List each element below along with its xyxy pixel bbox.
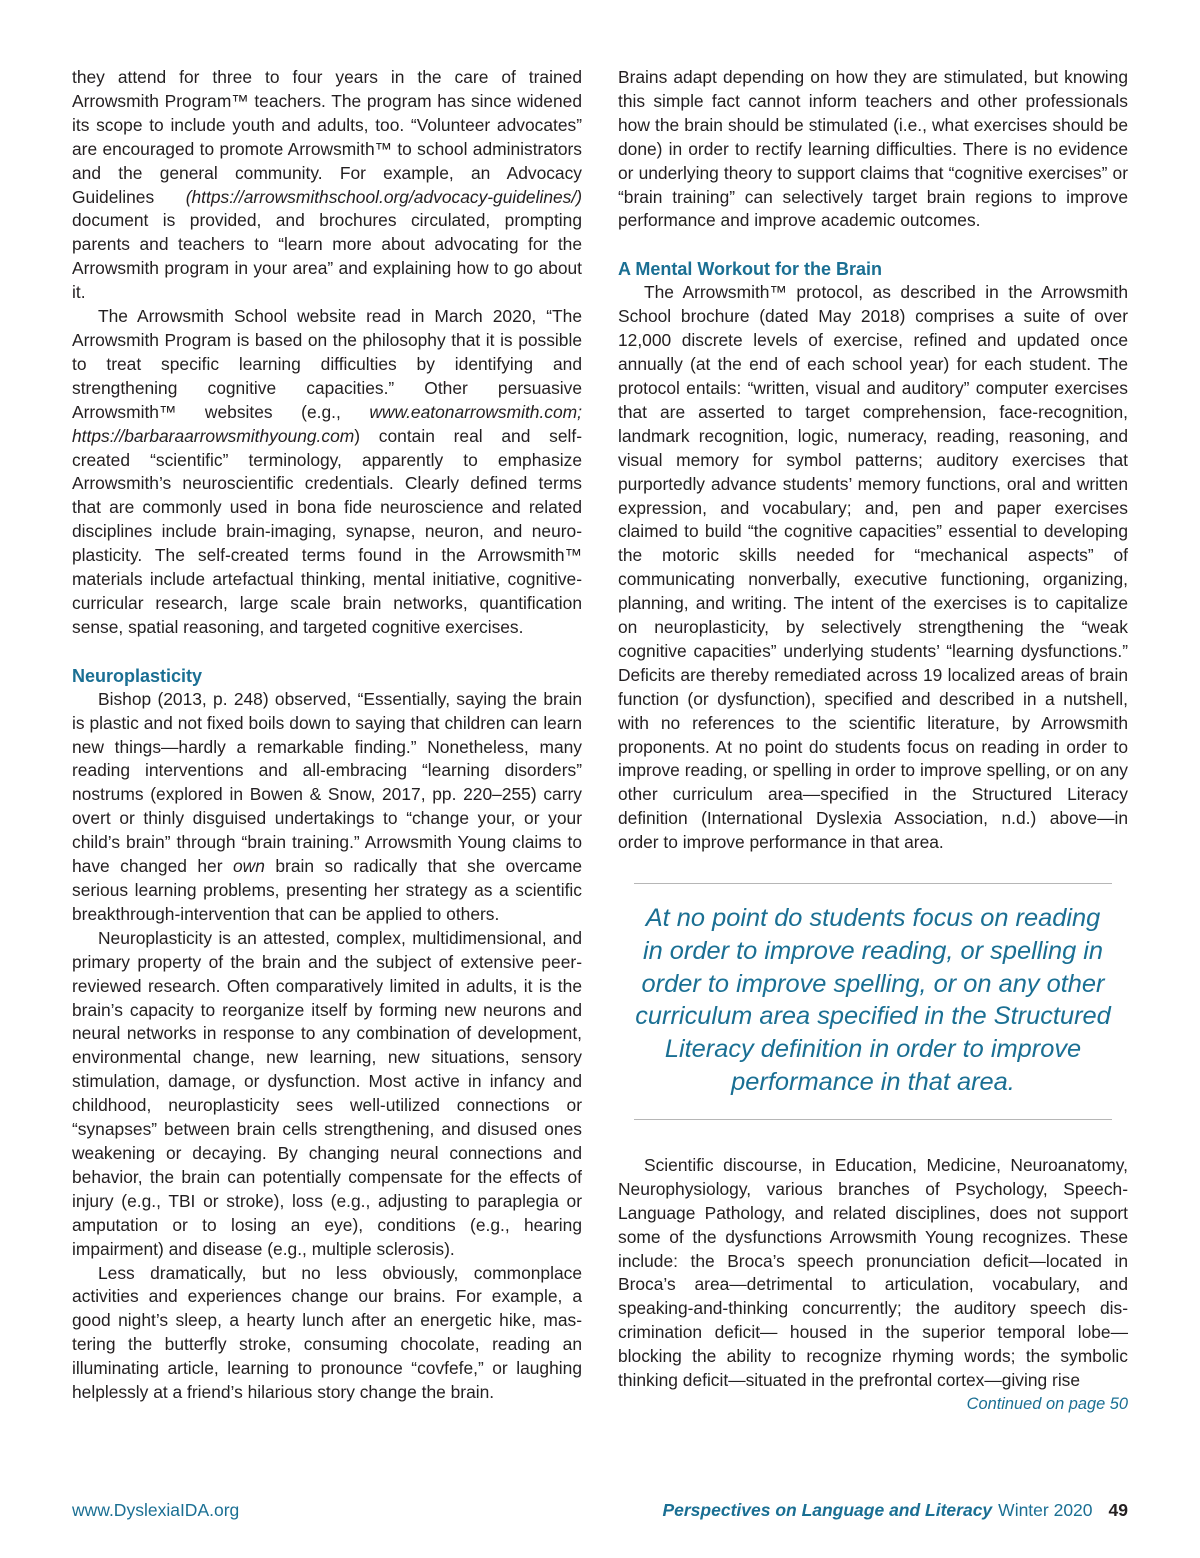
spacer xyxy=(618,1120,1128,1154)
page-number: 49 xyxy=(1108,1500,1128,1520)
page-footer xyxy=(72,1500,1128,1526)
paragraph: Scientific discourse, in Education, Medicine, Neuroanatomy, Neurophysiology, various branches of Psychology, Speech-Language Pathology, and related disciplines, does not support some of the dysfunctions Arrowsmith Young recognizes. These include: the Broca’s speech pronunciation deficit—located in Broca’s area—detrimental to articulation, vocabulary, and speaking-and-thinking concurrently; the auditory speech discrimination deficit— housed in the superior temporal lobe—blocking the ability to recognize rhyming words; the symbolic thinking deficit—situated in the prefrontal cortex—giving rise xyxy=(618,1154,1128,1391)
section-heading-mental-workout: A Mental Workout for the Brain xyxy=(618,259,883,280)
paragraph: they attend for three to four years in the care of trained Arrowsmith Program™ teachers. The program has since widened its scope to include youth and adults, too. “Volunteer advocates” are encouraged to promote Arrowsmith™ to school administrators and the general community. For example, an Advocacy Guidelines (https://arrowsmithschool.org/advocacy-guidelines/) document is provided, and brochures circulated, prompting parents and teachers to “learn more about advocating for the Arrowsmith program in your area” and explaining how to go about it. xyxy=(72,67,582,303)
pull-quote xyxy=(634,883,1112,1120)
issue-season: Winter 2020 xyxy=(998,1500,1093,1520)
continued-link[interactable]: Continued on page 50 xyxy=(966,1394,1128,1413)
spacer xyxy=(72,640,582,664)
website-links[interactable]: www.eatonarrowsmith.com; https://barbaraarrowsmithyoung.com xyxy=(72,401,582,446)
footer-publication xyxy=(662,1500,1128,1521)
right-column xyxy=(618,66,1128,1416)
paragraph: Bishop (2013, p. 248) observed, “Essentially, saying the brain is plastic and not fixed boils down to saying that children can learn new things—hardly a remarkable finding.” Nonetheless, many reading interventions and all-embracing “learning disorders” nostrums (explored in Bowen & Snow, 2017, pp. 220–255) carry overt or thinly disguised undertakings to “change your, or your child’s brain” through “brain training.” Arrowsmith Young claims to have changed her own brain so radically that she overcame serious learning problems, presenting her strategy as a scientific breakthrough-intervention that can be applied to others. xyxy=(72,688,582,924)
left-column xyxy=(72,66,582,1405)
paragraph: Neuroplasticity is an attested, complex, multidimensional, and primary property of the brain and the subject of extensive peer-reviewed research. Often comparatively limited in adults, it is the brain’s capacity to reorganize itself by forming new neurons and neural networks in response to any combination of development, environmental change, new learning, new situations, sensory stimulation, damage, or dysfunction. Most active in infancy and childhood, neuroplasticity sees well-utilized connections or “synapses” between brain cells strengthening, and disused ones weakening or decaying. By changing neural connections and behavior, the brain can potentially compensate for the effects of injury (e.g., TBI or stroke), loss (e.g., adjusting to paraplegia or amputation or to losing an eye), conditions (e.g., hearing impairment) and disease (e.g., multiple sclerosis). xyxy=(72,927,582,1259)
paragraph: Less dramatically, but no less obviously, commonplace activities and experiences change our brains. For example, a good night’s sleep, a hearty lunch after an energetic hike, mastering the butterfly stroke, consuming chocolate, reading an illuminating article, learning to pronounce “covfefe,” or laughing helplessly at a friend’s hilarious story change the brain. xyxy=(72,1262,582,1403)
journal-title: Perspectives on Language and Literacy xyxy=(662,1500,993,1520)
paragraph: The Arrowsmith™ protocol, as described in the Arrowsmith School brochure (dated May 2018) comprises a suite of over 12,000 discrete levels of exercise, refined and updated once annually (at the end of each school year) for each student. The protocol entails: “written, visual and auditory” computer exercises that are asserted to target comprehension, face-recognition, landmark recognition, logic, numeracy, reading, reasoning, and visual memory for symbol patterns; auditory exercises that purportedly advance students’ memory functions, oral and written expression, and vocabulary; and, pen and paper exercises claimed to build “the cognitive capacities” essential to developing the motoric skills needed for “mechanical aspects” of communicating nonverbally, executive functioning, organizing, planning, and writing. The intent of the exercises is to capitalize on neuroplasticity, by selectively strengthening the “weak cognitive capacities” underlying students’ “learning dysfunctions.” Deficits are thereby remediated across 19 localized areas of brain function (or dysfunction), specified and described in a nutshell, with no references to the scientific literature, by Arrowsmith proponents. At no point do students focus on reading in order to improve reading, or spelling in order to improve spelling, or on any other curriculum area—specified in the Structured Literacy definition (International Dyslexia Association, n.d.) above—in order to improve performance in that area. xyxy=(618,282,1128,853)
advocacy-link[interactable]: (https://arrowsmithschool.org/advocacy-guidelines/) xyxy=(185,186,582,207)
paragraph: The Arrowsmith School website read in March 2020, “The Arrowsmith Program is based on the philosophy that it is possible to treat specific learning difficulties by identifying and strengthening cognitive capacities.” Other persuasive Arrowsmith™ websites (e.g., www.eatonarrowsmith.com; https://barbaraarrowsmithyoung.com) contain real and self-created “scientific” terminology, apparently to emphasize Arrowsmith’s neuroscientific credentials. Clearly defined terms that are commonly used in bona fide neuroscience and related disciplines include brain-imaging, synapse, neuron, and neuroplasticity. The self-created terms found in the Arrowsmith™ materials include artefactual thinking, mental initiative, cognitive-curricular research, large scale brain networks, quantification sense, spatial reasoning, and targeted cognitive exercises. xyxy=(72,306,582,637)
section-heading-neuroplasticity: Neuroplasticity xyxy=(72,665,203,686)
spacer xyxy=(618,233,1128,257)
paragraph: Brains adapt depending on how they are stimulated, but knowing this simple fact cannot inform teachers and other professionals how the brain should be stimulated (i.e., what exercises should be done) in order to rectify learning difficulties. There is no evidence or underlying theory to support claims that “cognitive exercises” or “brain training” can selectively target brain regions to improve performance and improve academic outcomes. xyxy=(618,67,1128,231)
footer-url[interactable]: www.DyslexiaIDA.org xyxy=(72,1500,240,1520)
pull-quote-text: At no point do students focus on reading in order to improve reading, or spelling in order to improve spelling, or on any other curriculum area specified in the Structured Literacy definition in order to improve performance in that area. xyxy=(635,904,1111,1097)
